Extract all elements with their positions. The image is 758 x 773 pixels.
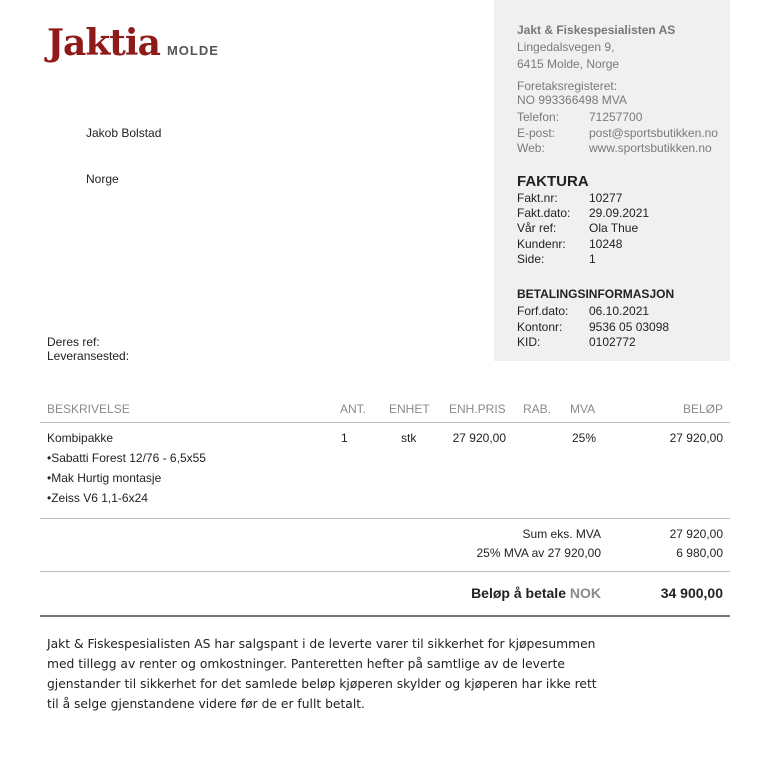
logo-wordmark: Jaktia: [47, 22, 160, 64]
totals-divider: [40, 571, 730, 572]
invoice-field-row: [517, 221, 638, 235]
amount-due-value: 34 900,00: [660, 585, 723, 601]
col-header-description: BESKRIVELSE: [47, 402, 130, 416]
org-number: NO 993366498 MVA: [517, 93, 627, 107]
retention-of-title-terms: Jakt & Fiskespesialisten AS har salgspant i de leverte varer til sikkerhet for kjøpesummen med tillegg av renter og omkostninger. Panteretten hefter på samtlige av de leverte gjenstander til sikkerhet for det samlede beløp kjøperen skylder og kjøperen har ikke rett til å selge gjenstandene videre før de er fullt betalt.: [47, 637, 597, 711]
item-amount: 27 920,00: [669, 431, 723, 445]
item-detail: •Sabatti Forest 12/76 - 6,5x55: [47, 451, 206, 465]
col-header-quantity: ANT.: [340, 402, 367, 416]
invoice-field-value: 1: [589, 252, 596, 266]
seller-info-panel: [494, 0, 730, 361]
seller-name: Jakt & Fiskespesialisten AS: [517, 23, 676, 37]
payment-field-row: [517, 335, 636, 349]
payment-field-row: [517, 304, 649, 318]
payment-info-title: BETALINGSINFORMASJON: [517, 287, 675, 301]
col-header-discount: RAB.: [523, 402, 552, 416]
seller-address-line2: 6415 Molde, Norge: [517, 57, 620, 71]
item-vat: 25%: [571, 431, 596, 445]
recipient-country: Norge: [86, 172, 119, 186]
invoice-field-row: [517, 206, 649, 220]
total-underline: [40, 615, 730, 617]
delivery-place-label: Leveransested:: [47, 349, 130, 363]
logo-location: MOLDE: [166, 43, 219, 58]
invoice-field-row: [517, 237, 622, 251]
seller-address-line1: Lingedalsvegen 9,: [517, 40, 615, 54]
invoice-field-label: Fakt.nr:: [517, 191, 558, 205]
item-unit: stk: [401, 431, 417, 445]
payment-field-label: Kontonr:: [517, 320, 563, 334]
payment-field-value: 0102772: [589, 335, 636, 349]
email-row: [517, 126, 718, 140]
invoice-title: FAKTURA: [517, 173, 589, 190]
col-header-vat: MVA: [570, 402, 596, 416]
company-logo: [47, 22, 219, 64]
item-detail: •Zeiss V6 1,1-6x24: [47, 491, 148, 505]
invoice-field-value: 10248: [589, 237, 623, 251]
payment-field-label: KID:: [517, 335, 541, 349]
subtotal-label: Sum eks. MVA: [522, 527, 601, 541]
web-row: [517, 141, 712, 155]
invoice-field-row: [517, 252, 596, 266]
col-header-unit: ENHET: [389, 402, 430, 416]
item-detail: •Mak Hurtig montasje: [47, 471, 162, 485]
amount-due-label: [380, 585, 601, 601]
payment-field-label: Forf.dato:: [517, 304, 569, 318]
invoice-field-label: Kundenr:: [517, 237, 566, 251]
invoice-field-value: 29.09.2021: [589, 206, 650, 220]
invoice-field-label: Vår ref:: [517, 221, 557, 235]
item-unit-price: 27 920,00: [452, 431, 506, 445]
org-register-label: Foretaksregisteret:: [517, 79, 618, 93]
vat-value: 6 980,00: [676, 546, 723, 560]
web-value: www.sportsbutikken.no: [589, 141, 712, 155]
col-header-amount: BELØP: [682, 402, 723, 416]
vat-label: 25% MVA av 27 920,00: [476, 546, 601, 560]
payment-field-value: 9536 05 03098: [589, 320, 670, 334]
header-divider: [40, 422, 730, 423]
payment-field-value: 06.10.2021: [589, 304, 650, 318]
phone-label: Telefon:: [517, 110, 560, 124]
invoice-field-row: [517, 191, 622, 205]
web-label: Web:: [517, 141, 545, 155]
invoice-field-label: Side:: [517, 252, 545, 266]
email-value: post@sportsbutikken.no: [589, 126, 718, 140]
item-quantity: 1: [341, 431, 348, 445]
invoice-field-value: Ola Thue: [589, 221, 639, 235]
col-header-unit-price: ENH.PRIS: [449, 402, 506, 416]
recipient-name: Jakob Bolstad: [86, 126, 162, 140]
item-description: Kombipakke: [47, 431, 114, 445]
payment-field-row: [517, 320, 669, 334]
items-divider: [40, 518, 730, 519]
your-ref-label: Deres ref:: [47, 335, 100, 349]
invoice-field-value: 10277: [589, 191, 623, 205]
invoice-field-label: Fakt.dato:: [517, 206, 571, 220]
phone-value: 71257700: [589, 110, 643, 124]
amount-due-currency: NOK: [569, 585, 601, 601]
subtotal-value: 27 920,00: [669, 527, 723, 541]
email-label: E-post:: [517, 126, 556, 140]
amount-due-text: Beløp å betale: [471, 585, 566, 601]
phone-row: [517, 110, 642, 124]
